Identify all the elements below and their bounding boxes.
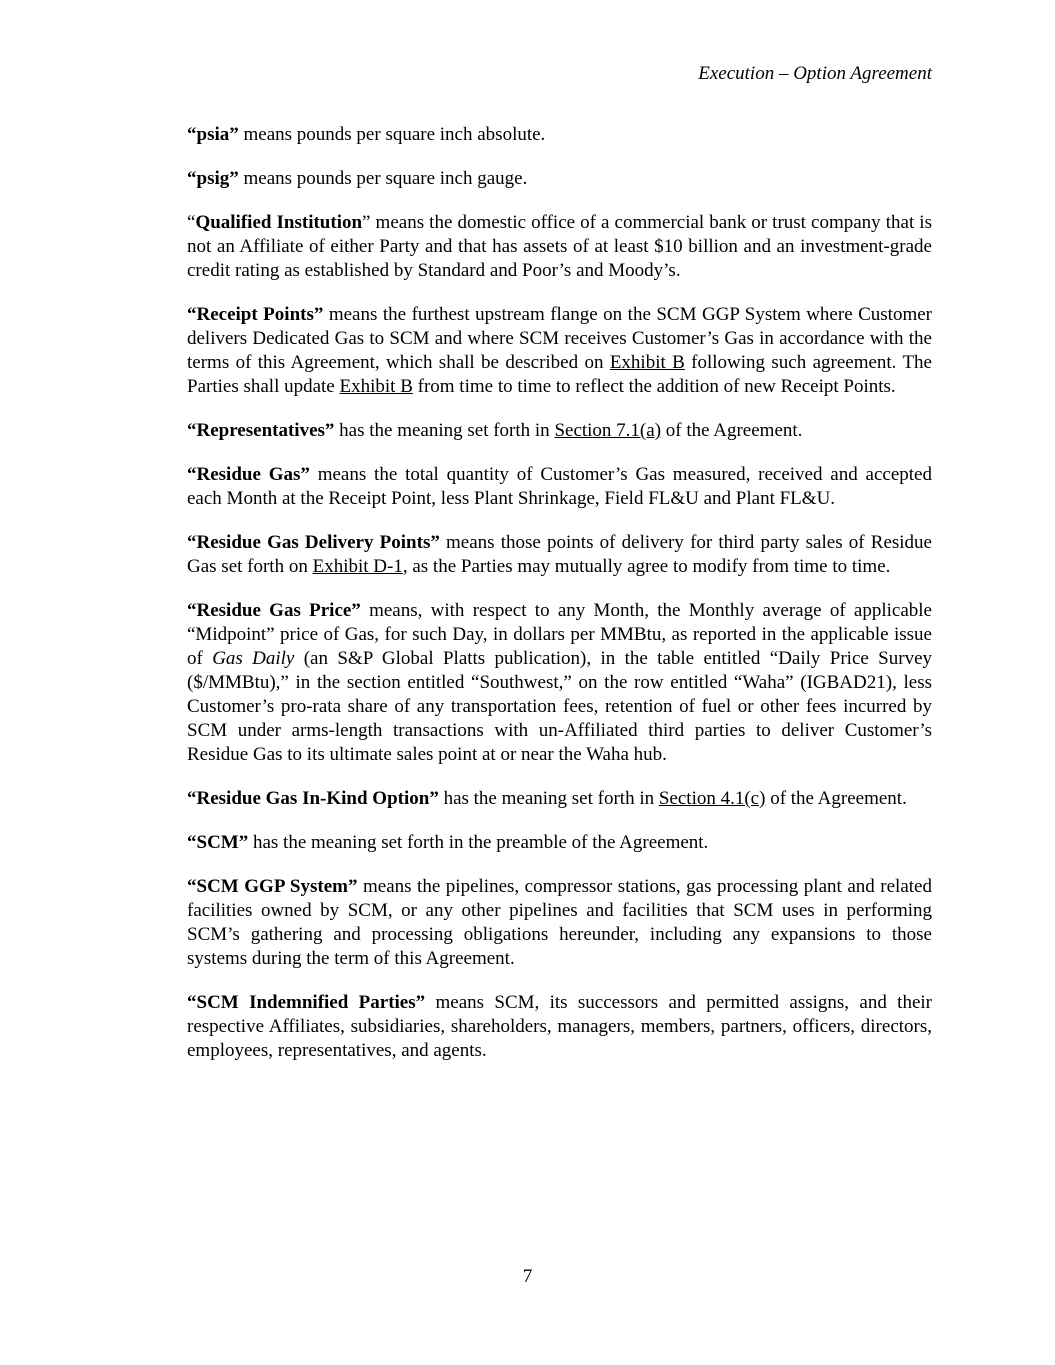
definition-text: has the meaning set forth in the preamble of the Agreement. [248, 832, 709, 853]
definition-text: means the pipelines, compressor stations, gas processing plant and related facilities owned by SCM, or any other pipelines and facilities that SCM uses in performing SCM’s gathering and processing obligations hereunder, including any expansions to those systems during the term of this Agreement. [187, 876, 932, 969]
definition-text: means pounds per square inch absolute. [238, 124, 546, 145]
definition-text: has the meaning set forth in [438, 788, 659, 809]
definition-scm [187, 831, 932, 855]
definitions-list [187, 123, 932, 1083]
defined-term: “Receipt Points” [187, 304, 324, 325]
definition-text: of the Agreement. [661, 420, 803, 441]
defined-term: “Residue Gas Price” [187, 600, 361, 621]
defined-term: “Representatives” [187, 420, 335, 441]
open-quote: “ [187, 212, 196, 233]
definition-text: means the domestic office of a commercial bank or trust company that is not an Affiliate of either Party and that has assets of at least $10 billion and an investment-grade credit rating as established by Standard and Poor’s and Moody’s. [187, 212, 932, 281]
definition-text: means pounds per square inch gauge. [238, 168, 528, 189]
running-header: Execution – Option Agreement [698, 63, 932, 84]
definition-text: means those points of delivery for third party sales of Residue Gas set forth on [187, 532, 932, 577]
definition-psig [187, 167, 932, 191]
close-quote: ” [362, 212, 371, 233]
definition-text: , as the Parties may mutually agree to modify from time to time. [402, 556, 891, 577]
exhibit-b-reference: Exhibit B [609, 352, 685, 373]
definition-text: means the total quantity of Customer’s Gas measured, received and accepted each Month at the Receipt Point, less Plant Shrinkage, Field FL&U and Plant FL&U. [187, 464, 932, 509]
defined-term: “Residue Gas In-Kind Option” [187, 788, 439, 809]
defined-term: “SCM” [187, 832, 249, 853]
page-number: 7 [522, 1266, 533, 1287]
definition-text: (an S&P Global Platts publication), in the table entitled “Daily Price Survey ($/MMBtu),” in the section entitled “Southwest,” on the row entitled “Waha” (IGBAD21), less Customer’s pro-rata share of any transportation fees, retention of fuel or other fees incurred by SCM under arms-length transactions with un-Affiliated third parties to deliver Customer’s Residue Gas to its ultimate sales point at or near the Waha hub. [187, 648, 932, 765]
section-4-1-c-reference: Section 4.1(c) [658, 788, 766, 809]
definition-text: from time to time to reflect the addition of new Receipt Points. [412, 376, 896, 397]
definition-residue-gas-price [187, 599, 932, 767]
exhibit-d-1-reference: Exhibit D-1 [312, 556, 403, 577]
definition-residue-gas [187, 463, 932, 511]
definition-qualified-institution [187, 211, 932, 283]
defined-term: “psia” [187, 124, 239, 145]
exhibit-b-reference: Exhibit B [339, 376, 413, 397]
defined-term: “SCM Indemnified Parties” [187, 992, 426, 1013]
definition-text: means the furthest upstream flange on the SCM GGP System where Customer delivers Dedicated Gas to SCM and where SCM receives Customer’s Gas in accordance with the terms of this Agreement, which shall be described on [187, 304, 932, 373]
defined-term: “psig” [187, 168, 239, 189]
definition-text: of the Agreement. [765, 788, 907, 809]
definition-psia [187, 123, 932, 147]
defined-term: “SCM GGP System” [187, 876, 358, 897]
definition-receipt-points [187, 303, 932, 399]
definition-text: means, with respect to any Month, the Monthly average of applicable “Midpoint” price of Gas, for such Day, in dollars per MMBtu, as reported in the applicable issue of [187, 600, 932, 669]
defined-term: Qualified Institution [195, 212, 363, 233]
defined-term: “Residue Gas Delivery Points” [187, 532, 440, 553]
definition-text: has the meaning set forth in [334, 420, 555, 441]
definition-scm-indemnified-parties [187, 991, 932, 1063]
definition-residue-gas-delivery-points [187, 531, 932, 579]
definition-text: means SCM, its successors and permitted assigns, and their respective Affiliates, subsidiaries, shareholders, managers, members, partners, officers, directors, employees, representatives, and agents. [187, 992, 932, 1061]
defined-term: “Residue Gas” [187, 464, 310, 485]
section-7-1-a-reference: Section 7.1(a) [554, 420, 662, 441]
definition-text: following such agreement. The Parties shall update [187, 352, 932, 397]
definition-scm-ggp-system [187, 875, 932, 971]
definition-representatives [187, 419, 932, 443]
definition-residue-gas-in-kind-option [187, 787, 932, 811]
publication-title: Gas Daily [212, 648, 295, 669]
